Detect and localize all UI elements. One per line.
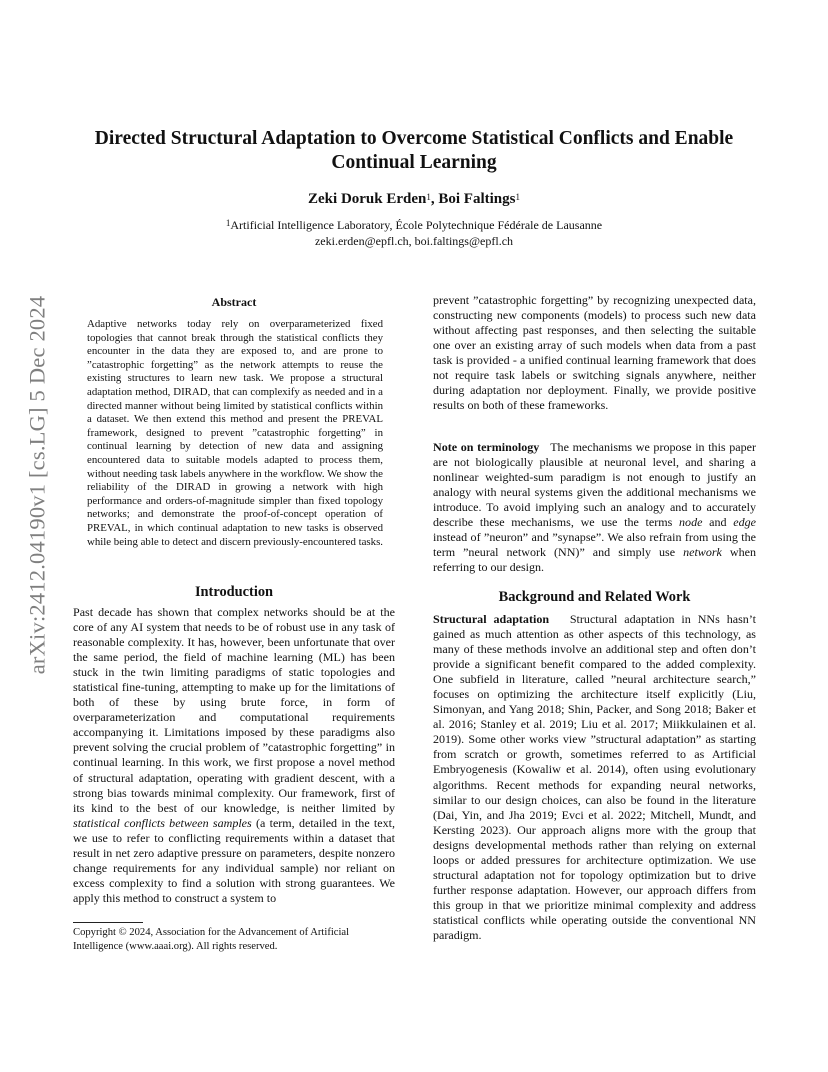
terminology-paragraph <box>433 440 756 575</box>
affiliation-block <box>60 218 768 249</box>
abstract-heading: Abstract <box>211 295 257 309</box>
affiliation-marker: 1 <box>426 192 431 202</box>
arxiv-identifier-text: arXiv:2412.04190v1 [cs.LG] 5 Dec 2024 <box>24 295 50 674</box>
term-network: network <box>683 545 722 560</box>
affiliation-marker: 1 <box>225 218 231 228</box>
author-separator: , <box>430 191 439 207</box>
introduction-text: (a term, detailed in the text, we use to refer to conflicting requirements within a dataset that result in net zero adaptive pressure on parameters, despite nonzero change requirements for any individual sample) nor reliant on excess complexity to find a solution with strong guarantees. We apply this method to construct a system to <box>73 815 396 905</box>
background-heading: Background and Related Work <box>498 589 691 605</box>
terminology-text: The mechanisms we propose in this paper are not biologically plausible at neuronal level, and sharing a nonlinear weighted-sum paradigm is not enough to justify an analogy with neural systems given the additional mechanisms we introduce. To avoid implying such an analogy and to accurately describe these mechanisms, we use the terms <box>433 440 756 530</box>
introduction-paragraph <box>73 605 395 906</box>
terminology-text: when referring to our design. <box>433 545 756 575</box>
structural-adaptation-text: Structural adaptation in NNs hasn’t gained as much attention as other aspects of this technology, as many of these methods involve an additional step and often don’t provide a significant benefit compared to the added complexity. One subfield in literature, called ”neural architecture search,” focuses on optimizing the architecture itself explicitly (Liu, Simonyan, and Yang 2018; Shin, Packer, and Song 2018; Baker et al. 2016; Stanley et al. 2019; Liu et al. 2017; Miikkulainen et al. 2019). Some other works view ”structural adaptation” as starting from scratch or growth, sometimes referred to as Artificial Embryogenesis (Kowaliw et al. 2014), often using evolutionary algorithms. Recent methods for expanding neural networks, similar to our design choices, can also be found in the literature (Dai, Yin, and Jha 2019; Evci et al. 2022; Mitchell, Mundt, and Kersting 2023). Our approach aligns more with the group that designs developmental methods rather than relying on external loops or added pressures for architecture optimization. We use structural adaptation not for topology optimization but to drive further response adaptation. However, our approach differs from this group in that we prioritize minimal complexity and address statistical conflicts while operating outside the conventional NN paradigm. <box>433 612 756 942</box>
author-emails[interactable]: zeki.erden@epfl.ch, boi.faltings@epfl.ch <box>314 233 514 248</box>
introduction-heading: Introduction <box>194 584 274 600</box>
structural-adaptation-paragraph <box>433 612 756 943</box>
continuation-paragraph: prevent ”catastrophic forgetting” by recognizing unexpected data, constructing new components (models) to process such new data without affecting past responses, and then selecting the suitable one over an existing array of such models when data from a past task is provided - a unified continual learning framework that does not require task labels or switching signals anywhere, neither during adaptation nor deployment. Finally, we provide positive results on both of these frameworks. <box>433 293 756 413</box>
copyright-footnote: Copyright © 2024, Association for the Advancement of Artificial Intelligence (www.aaai.org). All rights reserved. <box>73 927 350 952</box>
term-edge: edge <box>733 515 757 530</box>
introduction-text: Past decade has shown that complex networks should be at the core of any AI system that needs to be of robust use in any task of reasonable complexity. It has, however, been unfortunate that over the same period, the field of machine learning (ML) has been stuck in the twin limiting paradigms of static topologies and statistical fine-tuning, attempting to make up for the limitations of both of these by using brute force, in form of overparameterization and computational requirements accompanying it. Limitations imposed by these paradigms also prevent solving the crucial problem of ”catastrophic forgetting” in continual learning. In this work, we first propose a novel method of structural adaptation, operating with gradient descent, with a strong bias towards minimal complexity. Our framework, first of its kind to the best of our knowledge, is neither limited by <box>73 605 395 815</box>
affiliation-text: Artificial Intelligence Laboratory, École Polytechnique Fédérale de Lausanne <box>230 218 603 232</box>
affiliation-marker: 1 <box>515 192 520 202</box>
structural-adaptation-heading: Structural adaptation <box>433 612 550 626</box>
author-name: Zeki Doruk Erden <box>308 191 427 207</box>
terminology-heading: Note on terminology <box>433 440 540 454</box>
author-list <box>60 190 768 209</box>
footnote-divider <box>73 922 143 923</box>
terminology-text: instead of ”neuron” and ”synapse”. We also refrain from using the term ”neural network (NN)” and simply use <box>433 530 756 560</box>
terminology-text: and <box>702 515 734 530</box>
affiliation-line <box>60 218 768 234</box>
term-node: node <box>679 515 703 530</box>
abstract-text: Adaptive networks today rely on overparameterized fixed topologies that cannot break through the statistical conflicts they encounter in the data they are exposed to, and are prone to ”catastrophic forgetting” as the network attempts to reuse the existing structures to learn new task. We propose a structural adaptation method, DIRAD, that can complexify as needed and in a directed manner without being limited by statistical conflicts within a dataset. We then extend this method and present the PREVAL framework, designed to prevent ”catastrophic forgetting” in continual learning by detection of new data and assigning encountered data to suitable models adapted to process them, without needing task labels anywhere in the workflow. We show the reliability of the DIRAD in growing a network with high performance and orders-of-magnitude simpler than fixed topology networks; and demonstrate the proof-of-concept operation of PREVAL, in which continual adaptation to new tasks is observed while being able to detect and discern previously-encountered tasks. <box>87 318 383 548</box>
introduction-emphasis: statistical conflicts between samples <box>73 815 252 830</box>
author-name: Boi Faltings <box>438 191 516 207</box>
arxiv-identifier-stamp <box>22 292 52 677</box>
paper-title: Directed Structural Adaptation to Overcome Statistical Conflicts and Enable Continual Learning <box>94 128 734 173</box>
